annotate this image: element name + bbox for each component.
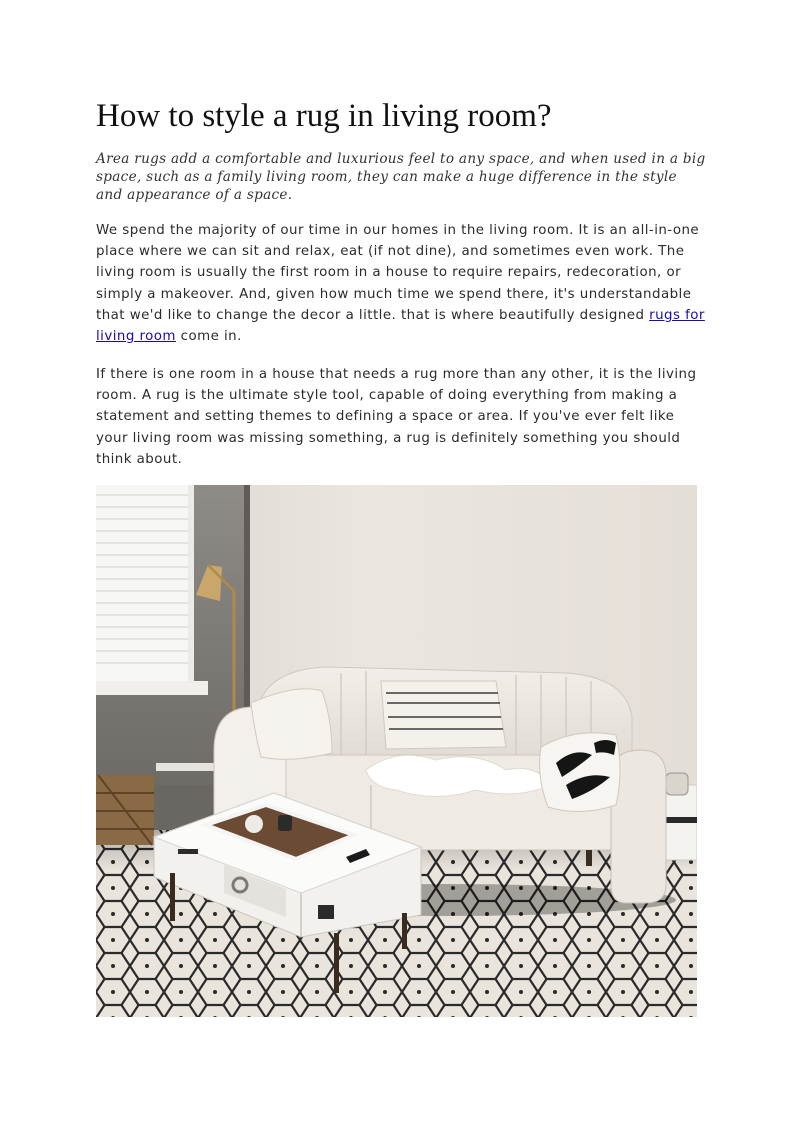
- rugs-for-living-room-link[interactable]: rugs for living room: [96, 307, 705, 345]
- body-paragraph-1: [96, 220, 706, 347]
- body-paragraph-2: If there is one room in a house that needs a rug more than any other, it is the living room. A rug is the ultimate style tool, capable of doing everything from making a statement and setting themes to defining a space or area. If you've ever felt like your living room was missing something, a rug is definitely something you should think about.: [96, 367, 697, 467]
- page-title: How to style a rug in living room?: [96, 98, 552, 134]
- living-room-photo: [96, 485, 697, 1017]
- paragraph-1-text-before: We spend the majority of our time in our homes in the living room. It is an all-in-one place where we can sit and relax, eat (if not dine), and sometimes even work. The living room is usually the first room in a house to require repairs, redecoration, or simply a makeover. And, given how much time we spend there, it's understandable that we'd like to change the decor a little. that is where beautifully designed: [96, 223, 700, 323]
- lead-paragraph: Area rugs add a comfortable and luxurious feel to any space, and when used in a big space, such as a family living room, they can make a huge difference in the style and appearance of a space.: [96, 151, 706, 203]
- paragraph-1-text-after: come in.: [175, 329, 242, 345]
